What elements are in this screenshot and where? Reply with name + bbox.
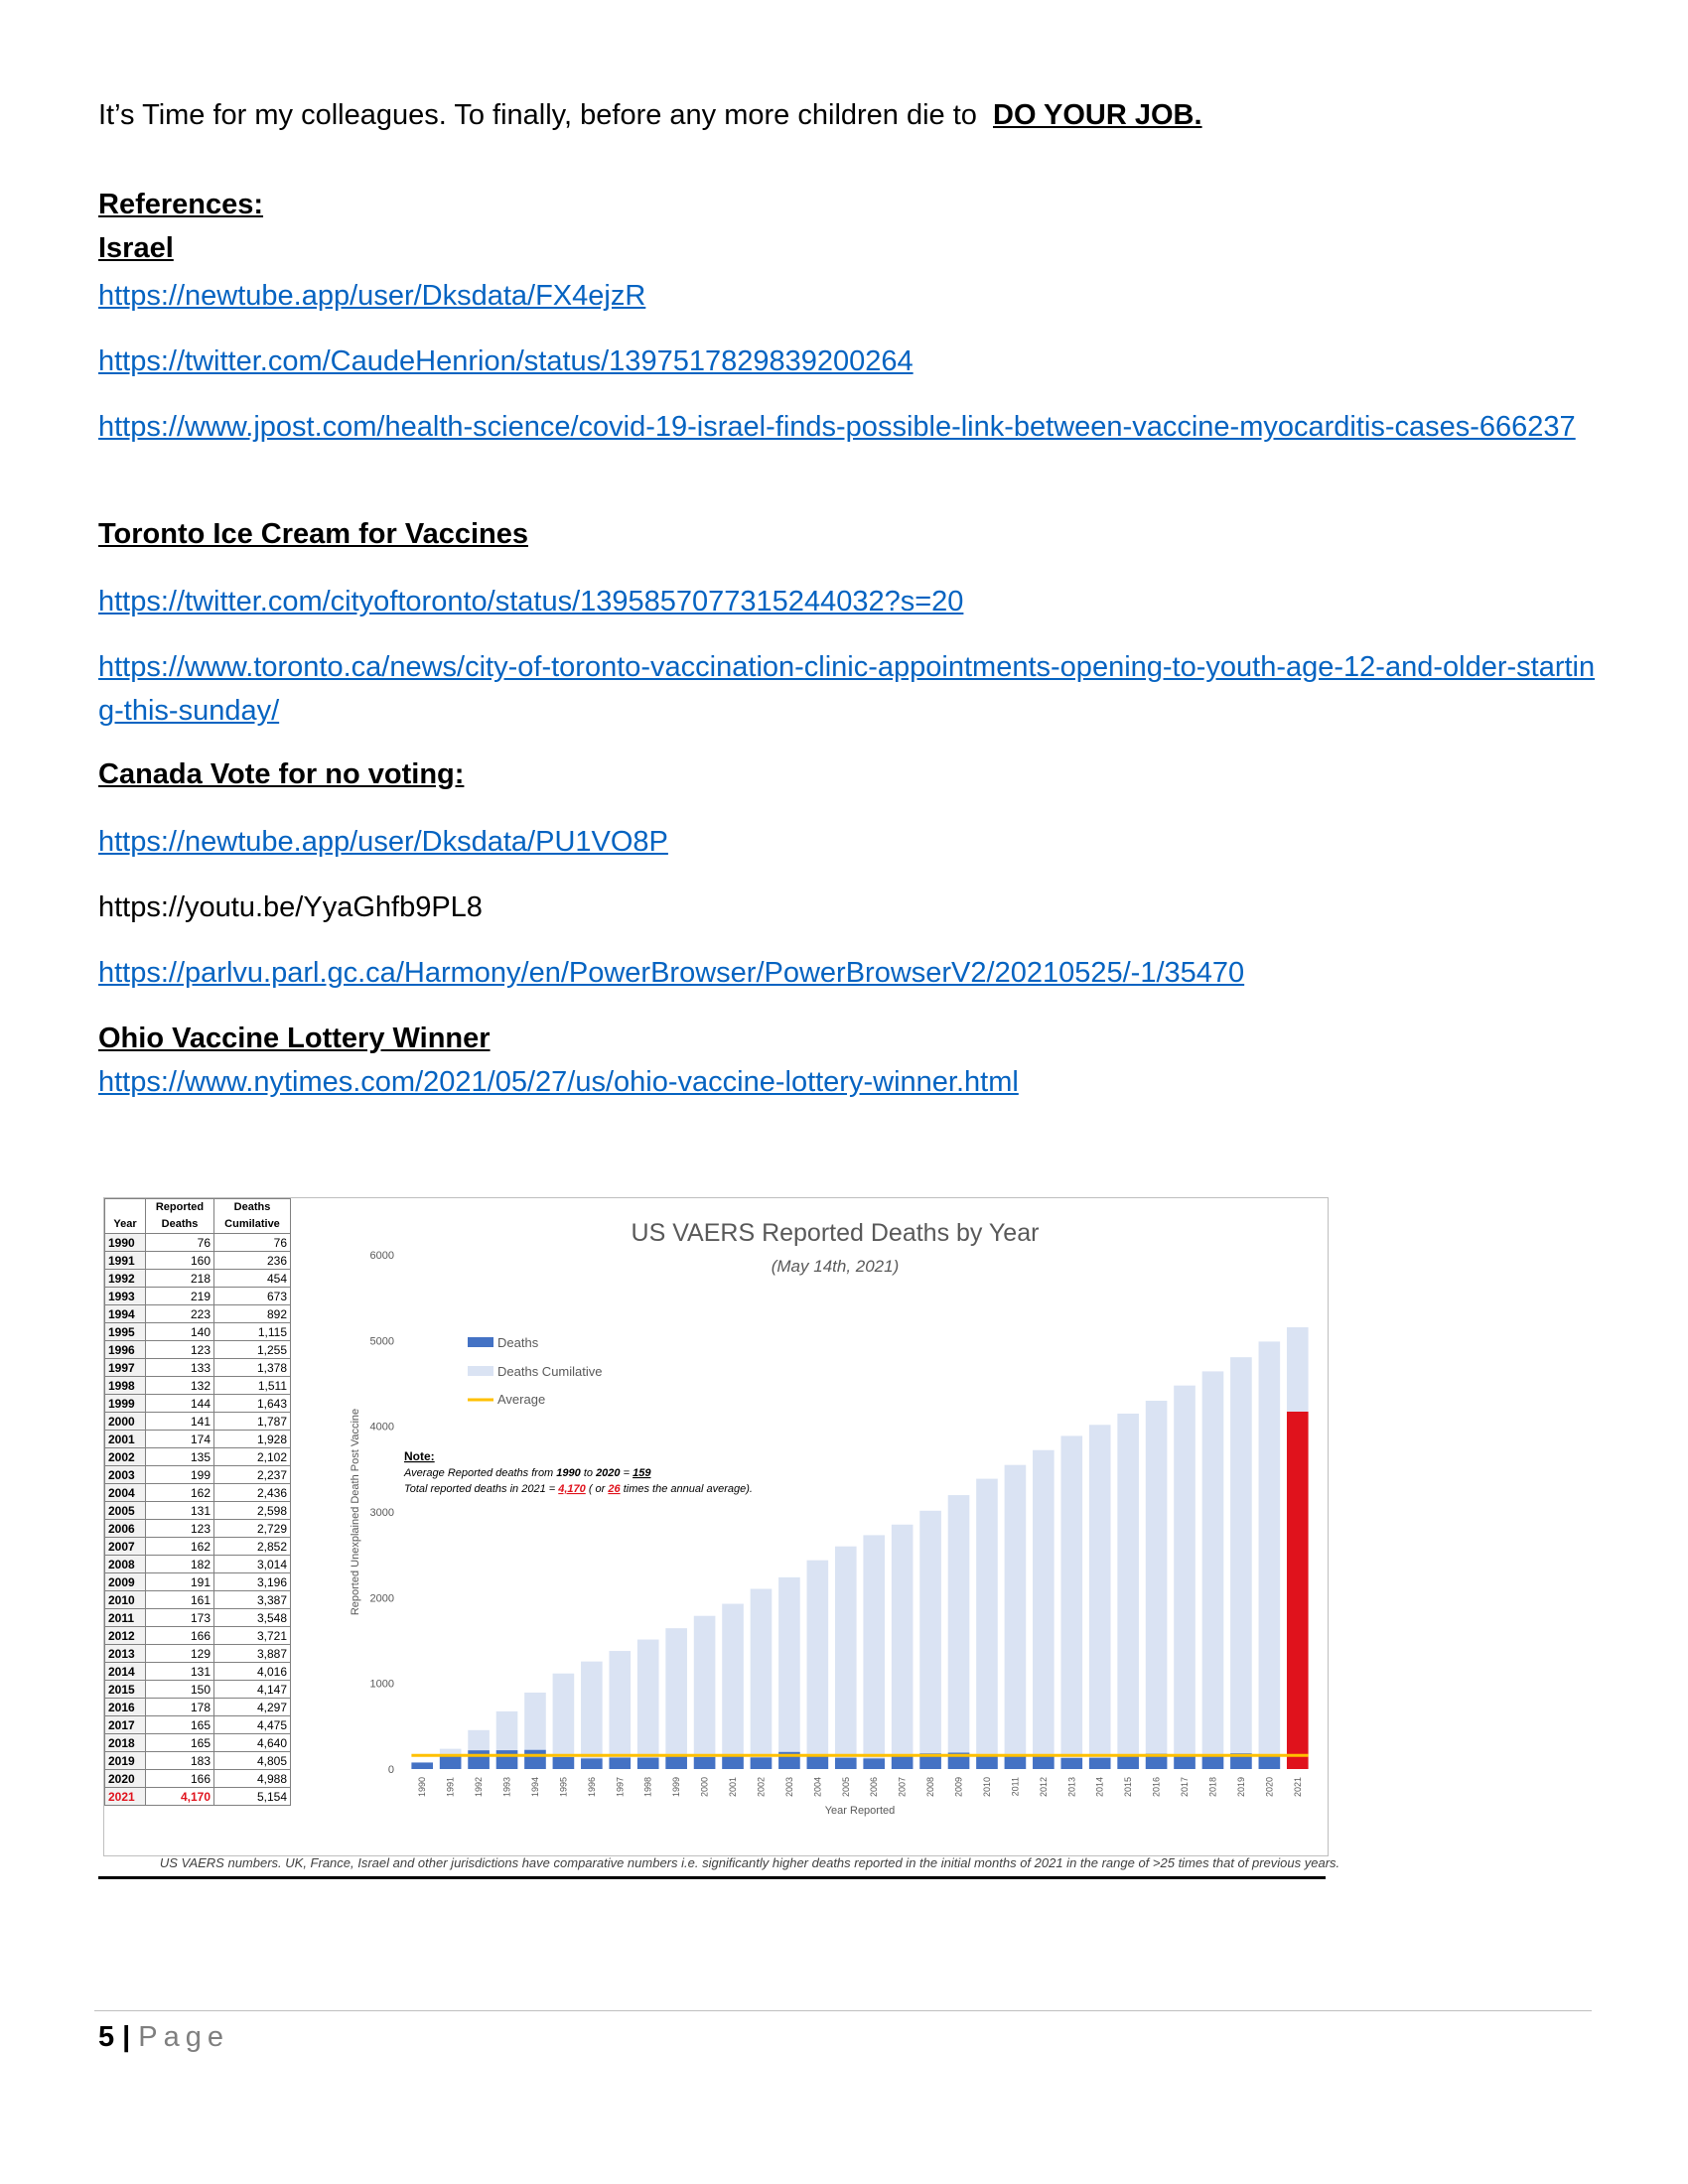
table-cell-deaths: 133 — [146, 1359, 214, 1377]
cumulative-bar — [948, 1495, 970, 1769]
cumulative-bar — [751, 1589, 773, 1769]
y-axis-label: Reported Unexplained Death Post Vaccine — [350, 1408, 361, 1616]
table-cell-deaths: 131 — [146, 1502, 214, 1520]
deaths-bar — [581, 1758, 603, 1769]
table-cell-year: 2011 — [105, 1609, 146, 1627]
toronto-link-1[interactable]: https://twitter.com/cityoftoronto/status/1395857077315244032?s=20 — [98, 586, 964, 617]
cumulative-bar — [637, 1640, 659, 1769]
deaths-bar — [524, 1750, 546, 1769]
table-row — [105, 1448, 291, 1466]
cumulative-bar — [1089, 1425, 1111, 1769]
cumulative-bar — [1060, 1435, 1082, 1769]
table-cell-cumulative: 76 — [214, 1234, 291, 1252]
x-tick-label: 2015 — [1123, 1777, 1134, 1798]
cumulative-bar — [665, 1628, 687, 1769]
table-cell-deaths: 173 — [146, 1609, 214, 1627]
table-cell-deaths: 162 — [146, 1484, 214, 1502]
figure-caption: US VAERS numbers. UK, France, Israel and other jurisdictions have comparative numbers i.e. significantly higher deaths reported in the initial months of 2021 in the range of >25 times that of previous years. — [159, 1855, 1340, 1870]
y-tick-label: 3000 — [369, 1507, 394, 1519]
header-deaths: Reported Deaths — [146, 1199, 214, 1234]
table-row — [105, 1234, 291, 1252]
cumulative-bar — [976, 1479, 998, 1769]
table-cell-deaths: 219 — [146, 1288, 214, 1305]
deaths-bar — [1202, 1755, 1224, 1769]
table-cell-year: 2009 — [105, 1573, 146, 1591]
table-cell-year: 1994 — [105, 1305, 146, 1323]
table-cell-deaths: 132 — [146, 1377, 214, 1395]
table-cell-year: 2013 — [105, 1645, 146, 1663]
table-row — [105, 1716, 291, 1734]
table-cell-cumulative: 1,115 — [214, 1323, 291, 1341]
table-cell-deaths: 182 — [146, 1556, 214, 1573]
intro-paragraph — [98, 99, 1202, 132]
note-line-1 — [403, 1467, 651, 1479]
table-cell-year: 2004 — [105, 1484, 146, 1502]
table-cell-deaths: 191 — [146, 1573, 214, 1591]
table-row — [105, 1431, 291, 1448]
toronto-link-2[interactable]: https://www.toronto.ca/news/city-of-toronto-vaccination-clinic-appointments-opening-to-youth-age-12-and-older-starting-this-sunday/ — [98, 651, 1596, 727]
table-row — [105, 1591, 291, 1609]
table-row — [105, 1734, 291, 1752]
table-header-row — [105, 1199, 291, 1234]
cumulative-bar — [609, 1651, 631, 1769]
x-tick-label: 1990 — [417, 1777, 428, 1798]
table-cell-deaths: 165 — [146, 1716, 214, 1734]
table-row — [105, 1770, 291, 1788]
x-tick-label: 2014 — [1094, 1777, 1105, 1798]
table-cell-deaths: 183 — [146, 1752, 214, 1770]
table-row — [105, 1663, 291, 1681]
table-cell-cumulative: 2,102 — [214, 1448, 291, 1466]
table-row — [105, 1502, 291, 1520]
table-row — [105, 1484, 291, 1502]
table-cell-deaths: 4,170 — [146, 1788, 214, 1806]
table-cell-deaths: 123 — [146, 1341, 214, 1359]
x-tick-label: 2016 — [1151, 1777, 1162, 1798]
chart-area — [329, 1198, 1326, 1855]
deaths-bar — [637, 1758, 659, 1769]
note-fragment: Average Reported deaths from — [404, 1467, 557, 1479]
canada-link-2[interactable]: https://parlvu.parl.gc.ca/Harmony/en/PowerBrowser/PowerBrowserV2/20210525/-1/35470 — [98, 957, 1245, 989]
table-cell-year: 2000 — [105, 1413, 146, 1431]
table-row — [105, 1627, 291, 1645]
cumulative-bar — [1005, 1465, 1027, 1769]
legend-label-cumulative: Deaths Cumilative — [497, 1364, 603, 1379]
table-cell-deaths: 223 — [146, 1305, 214, 1323]
table-cell-cumulative: 4,988 — [214, 1770, 291, 1788]
x-tick-label: 1997 — [615, 1777, 626, 1798]
deaths-bar — [1259, 1755, 1281, 1769]
table-cell-deaths: 129 — [146, 1645, 214, 1663]
table-cell-year: 2005 — [105, 1502, 146, 1520]
table-cell-cumulative: 1,787 — [214, 1413, 291, 1431]
page-label: Page — [138, 2021, 229, 2053]
legend-swatch-cumulative — [468, 1366, 493, 1376]
table-cell-cumulative: 4,016 — [214, 1663, 291, 1681]
canada-plain-url: https://youtu.be/YyaGhfb9PL8 — [98, 891, 483, 923]
table-cell-deaths: 174 — [146, 1431, 214, 1448]
table-cell-cumulative: 236 — [214, 1252, 291, 1270]
canada-heading: Canada Vote for no voting: — [98, 758, 465, 790]
cumulative-bar — [835, 1547, 857, 1769]
x-tick-label: 1999 — [671, 1777, 682, 1798]
x-tick-label: 2006 — [869, 1777, 880, 1798]
table-cell-cumulative: 2,729 — [214, 1520, 291, 1538]
table-cell-year: 1995 — [105, 1323, 146, 1341]
cumulative-bar — [863, 1535, 885, 1769]
table-cell-cumulative: 3,196 — [214, 1573, 291, 1591]
table-row — [105, 1538, 291, 1556]
deaths-bar — [468, 1750, 490, 1769]
table-cell-cumulative: 1,643 — [214, 1395, 291, 1413]
table-cell-deaths: 123 — [146, 1520, 214, 1538]
intro-text: It’s Time for my colleagues. To finally, before any more children die to — [98, 99, 977, 131]
table-row — [105, 1699, 291, 1716]
table-cell-cumulative: 4,640 — [214, 1734, 291, 1752]
table-cell-deaths: 218 — [146, 1270, 214, 1288]
table-row — [105, 1270, 291, 1288]
note-fragment: 1990 — [556, 1467, 581, 1479]
deaths-bar — [411, 1762, 433, 1769]
table-cell-cumulative: 3,721 — [214, 1627, 291, 1645]
table-cell-year: 1990 — [105, 1234, 146, 1252]
table-cell-year: 2007 — [105, 1538, 146, 1556]
footer-divider — [94, 2010, 1592, 2011]
deaths-bar — [1174, 1755, 1196, 1769]
table-cell-cumulative: 2,436 — [214, 1484, 291, 1502]
x-tick-label: 2010 — [981, 1777, 992, 1798]
table-cell-deaths: 140 — [146, 1323, 214, 1341]
canada-link-1[interactable]: https://newtube.app/user/Dksdata/PU1VO8P — [98, 826, 668, 858]
table-cell-year: 1996 — [105, 1341, 146, 1359]
deaths-bar — [835, 1758, 857, 1769]
deaths-bar — [665, 1757, 687, 1769]
x-tick-label: 2007 — [897, 1777, 908, 1798]
table-row — [105, 1466, 291, 1484]
table-cell-year: 1997 — [105, 1359, 146, 1377]
table-cell-cumulative: 4,805 — [214, 1752, 291, 1770]
table-cell-cumulative: 3,887 — [214, 1645, 291, 1663]
table-cell-year: 2010 — [105, 1591, 146, 1609]
y-tick-label: 2000 — [369, 1592, 394, 1605]
x-tick-label: 2019 — [1235, 1777, 1246, 1798]
note-label: Note: — [404, 1449, 435, 1463]
table-row — [105, 1305, 291, 1323]
legend-swatch-deaths — [468, 1337, 493, 1347]
table-cell-deaths: 144 — [146, 1395, 214, 1413]
table-cell-year: 2018 — [105, 1734, 146, 1752]
table-row — [105, 1413, 291, 1431]
deaths-bar — [609, 1758, 631, 1769]
x-tick-label: 1991 — [445, 1777, 456, 1798]
x-tick-label: 2005 — [840, 1777, 851, 1798]
note-fragment: times the annual average). — [620, 1483, 753, 1495]
note-fragment: 4,170 — [558, 1483, 586, 1495]
table-row — [105, 1288, 291, 1305]
table-cell-year: 1993 — [105, 1288, 146, 1305]
cumulative-bar — [919, 1511, 941, 1769]
cumulative-bar — [722, 1604, 744, 1769]
table-cell-cumulative: 2,852 — [214, 1538, 291, 1556]
table-cell-deaths: 199 — [146, 1466, 214, 1484]
table-cell-year: 2001 — [105, 1431, 146, 1448]
deaths-bar — [751, 1757, 773, 1769]
vaers-figure — [103, 1197, 1340, 1870]
cumulative-bar — [1146, 1401, 1168, 1769]
table-row — [105, 1252, 291, 1270]
y-tick-label: 0 — [387, 1764, 394, 1776]
table-cell-cumulative: 454 — [214, 1270, 291, 1288]
table-cell-year: 2006 — [105, 1520, 146, 1538]
deaths-bar — [553, 1757, 575, 1769]
table-cell-deaths: 166 — [146, 1770, 214, 1788]
ohio-heading: Ohio Vaccine Lottery Winner — [98, 1023, 491, 1054]
table-cell-deaths: 141 — [146, 1413, 214, 1431]
table-row — [105, 1645, 291, 1663]
table-cell-deaths: 150 — [146, 1681, 214, 1699]
ohio-link[interactable]: https://www.nytimes.com/2021/05/27/us/ohio-vaccine-lottery-winner.html — [98, 1066, 1019, 1098]
note-fragment: 2020 — [596, 1467, 621, 1479]
x-tick-label: 1994 — [529, 1777, 540, 1798]
table-cell-year: 2015 — [105, 1681, 146, 1699]
table-cell-year: 2008 — [105, 1556, 146, 1573]
table-cell-cumulative: 4,475 — [214, 1716, 291, 1734]
note-fragment: 26 — [608, 1483, 621, 1495]
table-cell-cumulative: 4,147 — [214, 1681, 291, 1699]
deaths-bar — [496, 1750, 518, 1769]
table-cell-year: 1991 — [105, 1252, 146, 1270]
footer-separator: | — [122, 2021, 131, 2053]
table-cell-cumulative: 3,387 — [214, 1591, 291, 1609]
table-row — [105, 1377, 291, 1395]
deaths-bar — [1287, 1412, 1309, 1769]
table-row — [105, 1556, 291, 1573]
note-line-2 — [404, 1483, 753, 1495]
header-year: Year — [105, 1199, 146, 1234]
table-cell-deaths: 131 — [146, 1663, 214, 1681]
x-tick-label: 1995 — [558, 1777, 569, 1798]
y-tick-label: 6000 — [369, 1250, 394, 1262]
table-row — [105, 1752, 291, 1770]
table-cell-year: 2012 — [105, 1627, 146, 1645]
table-cell-cumulative: 673 — [214, 1288, 291, 1305]
table-cell-cumulative: 1,378 — [214, 1359, 291, 1377]
israel-link-1[interactable]: https://newtube.app/user/Dksdata/FX4ejzR — [98, 280, 646, 312]
deaths-bar — [1089, 1758, 1111, 1769]
x-tick-label: 2004 — [812, 1777, 823, 1798]
chart-title: US VAERS Reported Deaths by Year — [631, 1219, 1040, 1247]
cumulative-bar — [892, 1525, 914, 1769]
page-number: 5 — [98, 2021, 115, 2053]
cumulative-bar — [1174, 1386, 1196, 1769]
horizontal-rule — [98, 1876, 1326, 1879]
deaths-bar — [1117, 1756, 1139, 1769]
x-tick-label: 2002 — [756, 1777, 767, 1798]
x-tick-label: 2009 — [953, 1777, 964, 1798]
table-cell-deaths: 135 — [146, 1448, 214, 1466]
table-row — [105, 1573, 291, 1591]
table-cell-year: 2019 — [105, 1752, 146, 1770]
x-tick-label: 1992 — [474, 1777, 485, 1798]
y-tick-label: 4000 — [369, 1421, 394, 1433]
table-row — [105, 1323, 291, 1341]
table-cell-year: 2016 — [105, 1699, 146, 1716]
references-heading: References: — [98, 189, 264, 220]
x-tick-label: 2011 — [1010, 1777, 1021, 1797]
table-row — [105, 1609, 291, 1627]
note-fragment: ( or — [585, 1483, 609, 1495]
deaths-bar — [976, 1755, 998, 1769]
vaers-table — [104, 1198, 291, 1806]
table-cell-year: 2017 — [105, 1716, 146, 1734]
note-fragment: to — [580, 1467, 597, 1479]
deaths-bar — [440, 1755, 462, 1769]
toronto-heading: Toronto Ice Cream for Vaccines — [98, 518, 528, 550]
table-cell-cumulative: 3,548 — [214, 1609, 291, 1627]
vaers-table-box — [104, 1198, 296, 1806]
table-cell-cumulative: 2,598 — [214, 1502, 291, 1520]
table-cell-deaths: 76 — [146, 1234, 214, 1252]
x-tick-label: 2008 — [925, 1777, 936, 1798]
table-cell-cumulative: 4,297 — [214, 1699, 291, 1716]
note-fragment: Total reported deaths in 2021 = — [404, 1483, 559, 1495]
y-tick-label: 5000 — [369, 1335, 394, 1348]
table-cell-year: 2020 — [105, 1770, 146, 1788]
deaths-bar — [807, 1755, 829, 1769]
cumulative-bar — [1033, 1450, 1055, 1769]
y-tick-label: 1000 — [369, 1678, 394, 1691]
table-cell-year: 1992 — [105, 1270, 146, 1288]
note-fragment: = — [620, 1467, 633, 1479]
deaths-bar — [694, 1757, 716, 1769]
x-tick-label: 2013 — [1066, 1777, 1077, 1798]
israel-link-2[interactable]: https://twitter.com/CaudeHenrion/status/1397517829839200264 — [98, 345, 914, 377]
chart-subtitle: (May 14th, 2021) — [771, 1257, 900, 1276]
x-tick-label: 1998 — [642, 1777, 653, 1798]
israel-heading: Israel — [98, 232, 174, 264]
table-cell-year: 1999 — [105, 1395, 146, 1413]
x-tick-label: 2017 — [1180, 1777, 1191, 1798]
cumulative-bar — [694, 1616, 716, 1769]
x-tick-label: 2012 — [1038, 1777, 1049, 1798]
x-tick-label: 2001 — [728, 1777, 739, 1798]
x-tick-label: 2020 — [1264, 1777, 1275, 1798]
table-row — [105, 1520, 291, 1538]
table-cell-cumulative: 2,237 — [214, 1466, 291, 1484]
page-footer — [98, 2021, 229, 2054]
cumulative-bar — [1202, 1371, 1224, 1769]
header-cumulative: Deaths Cumilative — [214, 1199, 291, 1234]
cumulative-bar — [1259, 1341, 1281, 1769]
table-row — [105, 1681, 291, 1699]
cumulative-bar — [807, 1561, 829, 1769]
israel-link-3[interactable]: https://www.jpost.com/health-science/covid-19-israel-finds-possible-link-between-vaccine-myocarditis-cases-666237 — [98, 411, 1576, 443]
cumulative-bar — [581, 1662, 603, 1769]
legend-label-deaths: Deaths — [497, 1335, 539, 1350]
table-row — [105, 1359, 291, 1377]
cumulative-bar — [778, 1577, 800, 1769]
table-cell-year: 2021 — [105, 1788, 146, 1806]
table-cell-deaths: 178 — [146, 1699, 214, 1716]
table-cell-deaths: 165 — [146, 1734, 214, 1752]
table-cell-deaths: 162 — [146, 1538, 214, 1556]
x-tick-label: 2003 — [783, 1777, 794, 1798]
table-cell-deaths: 166 — [146, 1627, 214, 1645]
note-fragment: 159 — [633, 1467, 651, 1479]
table-cell-cumulative: 1,255 — [214, 1341, 291, 1359]
table-cell-cumulative: 1,928 — [214, 1431, 291, 1448]
table-cell-year: 2002 — [105, 1448, 146, 1466]
deaths-bar — [1033, 1755, 1055, 1769]
legend-label-average: Average — [497, 1392, 546, 1407]
table-cell-year: 2014 — [105, 1663, 146, 1681]
deaths-bar — [1060, 1758, 1082, 1769]
x-tick-label: 2018 — [1207, 1777, 1218, 1798]
table-row — [105, 1788, 291, 1806]
table-cell-year: 1998 — [105, 1377, 146, 1395]
x-tick-label: 1996 — [586, 1777, 597, 1798]
x-tick-label: 1993 — [501, 1777, 512, 1798]
table-row — [105, 1395, 291, 1413]
cumulative-bar — [1230, 1357, 1252, 1769]
table-cell-cumulative: 3,014 — [214, 1556, 291, 1573]
table-cell-deaths: 161 — [146, 1591, 214, 1609]
table-cell-deaths: 160 — [146, 1252, 214, 1270]
deaths-bar — [863, 1758, 885, 1769]
vaers-chart — [329, 1198, 1326, 1855]
x-tick-label: 2000 — [699, 1777, 710, 1798]
x-tick-label: 2021 — [1292, 1777, 1303, 1798]
table-cell-cumulative: 1,511 — [214, 1377, 291, 1395]
table-cell-cumulative: 5,154 — [214, 1788, 291, 1806]
table-row — [105, 1341, 291, 1359]
deaths-bar — [892, 1755, 914, 1769]
table-cell-cumulative: 892 — [214, 1305, 291, 1323]
table-cell-year: 2003 — [105, 1466, 146, 1484]
intro-emphasis: DO YOUR JOB. — [993, 99, 1202, 131]
x-axis-label: Year Reported — [824, 1805, 896, 1817]
cumulative-bar — [1117, 1414, 1139, 1769]
